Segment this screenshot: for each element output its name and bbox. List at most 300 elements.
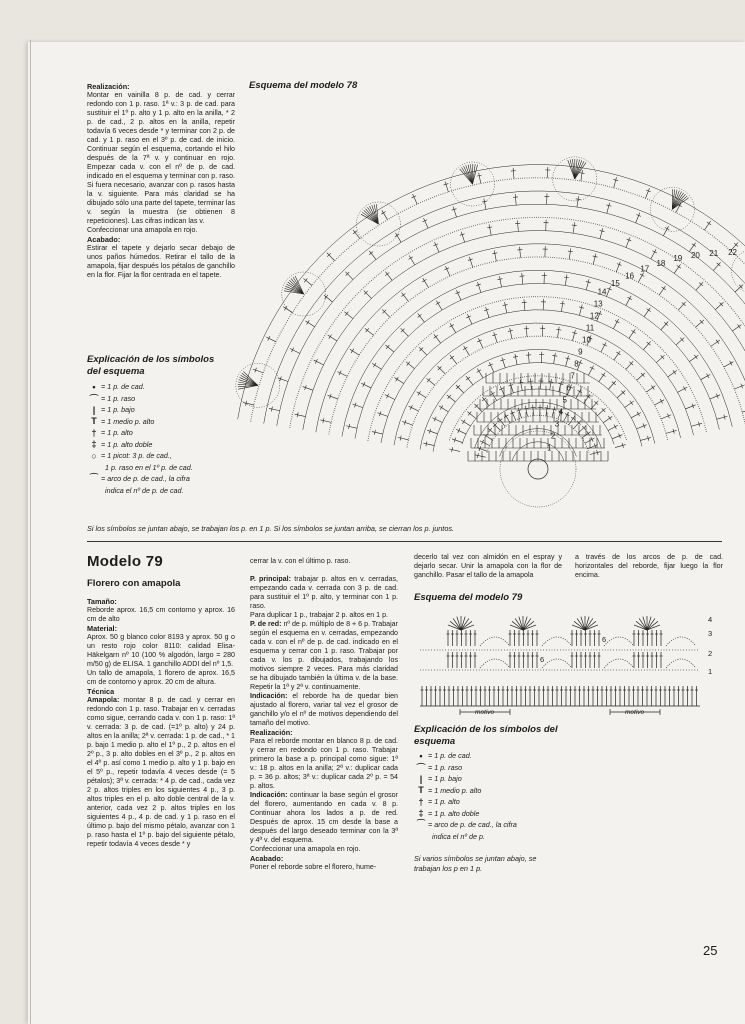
stitch-mark xyxy=(608,425,618,430)
row-number: 18 xyxy=(656,258,666,268)
stitch-mark xyxy=(409,255,415,264)
legend-text: = arco de p. de cad., la cifra xyxy=(428,820,517,830)
stitch-mark xyxy=(475,455,486,457)
legend-symbol: ⁀ xyxy=(417,819,425,830)
stitch-bar xyxy=(545,408,550,409)
stitch-mark xyxy=(696,320,704,327)
legend1 xyxy=(87,354,247,496)
scallop xyxy=(356,202,400,246)
stitch-mark xyxy=(626,237,630,247)
stitch-mark xyxy=(456,429,466,434)
stitch-mark xyxy=(479,173,481,184)
stitch-mark xyxy=(526,326,527,337)
stitch-bar xyxy=(616,352,620,355)
stitch-mark xyxy=(510,328,512,339)
stitch-bar xyxy=(571,417,575,420)
stitch-mark xyxy=(253,369,263,373)
stitch-bar xyxy=(434,335,438,338)
stitch-mark xyxy=(290,349,300,354)
round-arc xyxy=(264,191,745,424)
stitch-bar xyxy=(353,231,357,234)
legend-item xyxy=(87,404,247,416)
chain-arc xyxy=(542,659,572,668)
round-arc xyxy=(487,415,589,452)
stitch-mark xyxy=(328,395,338,399)
acabado79-title: Acabado: xyxy=(250,854,284,863)
stitch-mark xyxy=(645,188,649,198)
stitch-bar xyxy=(449,325,453,328)
stitch-mark xyxy=(402,421,412,425)
legend-symbol: ‡ xyxy=(418,808,424,819)
legend-symbol: ⌒ xyxy=(416,762,426,773)
stitch-bar xyxy=(608,416,611,420)
stitch-bar xyxy=(462,420,465,424)
legend-item xyxy=(87,439,247,451)
stitch-bar xyxy=(510,412,515,414)
row-number: 1 xyxy=(708,667,713,676)
acabado79-text: Poner el reborde sobre el florero, hume- xyxy=(250,863,377,871)
stitch-mark xyxy=(530,378,531,389)
legend-item xyxy=(87,473,247,485)
row-number: 4 xyxy=(558,407,564,417)
row-number: 6 xyxy=(566,383,571,393)
amapola-text xyxy=(87,696,235,849)
stitch-bar xyxy=(468,412,471,416)
stitch-mark xyxy=(678,387,688,392)
note1: Si los símbolos se juntan abajo, se trabajan los p. en 1 p. Si los símbolos se juntan arriba, se cierran los p. juntos. xyxy=(87,524,455,533)
legend-item xyxy=(414,762,584,774)
legend-item xyxy=(414,819,584,831)
stitch-mark xyxy=(579,305,582,316)
stitch-mark xyxy=(588,366,593,376)
stitch-bar xyxy=(565,414,569,416)
stitch-mark xyxy=(626,361,633,369)
legend-item xyxy=(414,773,584,785)
realizacion79-title: Realización: xyxy=(250,728,293,737)
legend-symbol: • xyxy=(419,750,423,761)
legend2-title-2: esquema xyxy=(414,736,456,747)
stitch-mark xyxy=(382,210,388,219)
legend-symbol: ‡ xyxy=(91,439,97,450)
realizacion-title: Realización: xyxy=(87,82,130,91)
stitch-mark xyxy=(303,387,313,391)
stitch-mark xyxy=(364,291,372,299)
legend-text: = 1 p. raso xyxy=(428,762,463,772)
stitch-mark xyxy=(573,330,576,341)
stitch-bar xyxy=(366,328,369,332)
stitch-bar xyxy=(640,274,644,276)
round-arc xyxy=(381,310,694,443)
stitch-bar xyxy=(440,405,443,409)
stitch-mark xyxy=(352,404,362,408)
indicacion-para xyxy=(250,692,398,728)
stitch-bar xyxy=(660,399,662,403)
legend-text: = 1 p. de cad. xyxy=(428,751,472,761)
stitch-mark xyxy=(452,439,462,443)
stitch-mark xyxy=(385,395,395,400)
stitch-mark xyxy=(494,332,497,342)
stitch-bar xyxy=(436,302,440,305)
row-number: 20 xyxy=(690,250,700,260)
chain-arc xyxy=(542,637,572,646)
legend-item xyxy=(414,808,584,820)
stitch-bar xyxy=(396,377,399,381)
stitch-bar xyxy=(450,356,454,359)
indicacion-text: el reborde ha de quedar bien ajustado al florero, variar tal vez el grosor de ganchillo y/o el nº de motivos dependiendo del tamaño del motivo. xyxy=(250,692,398,727)
stitch-mark xyxy=(654,400,664,405)
stitch-mark xyxy=(576,389,581,399)
legend-item xyxy=(414,750,584,762)
stitch-mark xyxy=(617,391,625,398)
stitch-bar xyxy=(694,355,697,359)
stitch-mark xyxy=(266,337,276,342)
stitch-mark xyxy=(445,181,448,191)
legend-symbol: † xyxy=(418,796,424,807)
stitch-mark xyxy=(502,357,505,367)
legend-text: = 1 p. de cad. xyxy=(101,382,145,392)
stitch-mark xyxy=(554,353,556,364)
center-ring-outer xyxy=(500,431,576,507)
stitch-mark xyxy=(513,168,514,179)
stitch-bar xyxy=(401,293,405,296)
stitch-mark xyxy=(398,437,409,439)
stitch-bar xyxy=(637,412,639,416)
stitch-mark xyxy=(552,407,555,418)
stitch-mark xyxy=(419,347,427,355)
stitch-bar xyxy=(363,382,365,386)
stitch-mark xyxy=(661,322,668,330)
stitch-mark xyxy=(372,432,383,434)
stitch-mark xyxy=(597,408,605,415)
row-number: 17 xyxy=(640,264,650,274)
legend-item xyxy=(87,462,247,474)
legend-text: indica el nº de p. de cad. xyxy=(105,485,184,495)
row-number: 22 xyxy=(728,247,738,257)
legend-symbol: ○ xyxy=(91,450,97,461)
pprincipal-title: P. principal: xyxy=(250,575,291,583)
legend-symbol: • xyxy=(92,381,96,392)
legend1-title-2: del esquema xyxy=(87,366,145,377)
stitch-bar xyxy=(458,428,460,432)
stitch-mark xyxy=(581,170,583,181)
legend-text: = 1 medio p. alto xyxy=(428,785,482,795)
legend-text: = 1 p. raso xyxy=(101,393,136,403)
chain-arc xyxy=(666,637,696,646)
note1-wrap xyxy=(87,524,687,533)
stitch-bar xyxy=(683,386,685,390)
row-number: 9 xyxy=(578,347,583,357)
stitch-bar xyxy=(614,424,616,428)
stitch-bar xyxy=(572,225,577,226)
stitch-bar xyxy=(602,344,606,346)
pred-text: nº de p. múltiplo de 8 + 6 p. Trabajar según el esquema en v. cerradas, empezando cada v. con el nº de p. de cad. indicado en el esquema y cerrar con 1 p. raso. Trabajar por cada v. los p. dibujados, trabajando los motivos siempre 2 veces. Para más claridad se ha dibujado también la última v. de la base. Repetir la 1ª y 2ª v. continuamente. xyxy=(250,620,398,691)
stitch-mark xyxy=(314,360,324,365)
stitch-mark xyxy=(528,352,529,363)
stitch-mark xyxy=(612,435,622,439)
fan-stitch xyxy=(575,160,580,179)
stitch-mark xyxy=(615,445,626,448)
legend-symbol: | xyxy=(419,773,423,784)
acabado-title: Acabado: xyxy=(87,235,121,244)
stitch-mark xyxy=(566,356,569,367)
legend-symbol: | xyxy=(92,404,96,415)
stitch-mark xyxy=(565,275,567,286)
stitch-bar xyxy=(482,398,486,401)
stitch-mark xyxy=(586,279,589,290)
stitch-mark xyxy=(614,177,617,188)
motivo-label: motivo xyxy=(475,709,495,716)
legend-symbol: T xyxy=(91,416,97,427)
stitch-bar xyxy=(560,303,565,304)
stitch-bar xyxy=(329,335,332,339)
row-number: 8 xyxy=(574,359,579,369)
chain-arc xyxy=(604,659,634,668)
stitch-mark xyxy=(520,247,521,258)
indicacion2-title: Indicación: xyxy=(250,791,288,799)
stitch-mark xyxy=(573,222,575,233)
stitch-mark xyxy=(515,354,517,365)
stitch-mark xyxy=(494,250,496,261)
modelo79-col4 xyxy=(575,553,723,580)
realizacion-text: Montar en vainilla 8 p. de cad. y cerrar redondo con 1 p. raso. 1ª v.: 3 p. de cad. para sustituir el 1º p. alto y 1 p. alto en la anilla, * 2 p. de cad., 2 p. altos en la anilla, repetir todavía 6 veces desde * y terminar con 2 p. de cad. y 1 p. raso en el 3º p. de cad. de inicio. Continuar según el esquema, cortando el hilo después de la 7ª v. y continuar en rojo. Empezar cada v. con el nº de p. de cad. indicado en el esquema y terminar con p. raso. Si fuera necesario, avanzar con p. rasos hasta la v. siguiente. Para más claridad se ha dibujado sólo una parte del tapete, terminar las v. según la muestra (se obtienen 8 repeticiones). Las cifras indican las v. xyxy=(87,91,235,225)
legend2-note: Si varios símbolos se juntan abajo, se trabajan los p en 1 p. xyxy=(414,854,537,873)
stitch-bar xyxy=(576,199,581,200)
stitch-mark xyxy=(517,220,518,231)
stitch-mark xyxy=(445,266,450,276)
legend-text: = 1 p. bajo xyxy=(101,405,135,415)
col4-text: a través de los arcos de p. de cad. horizontales del reborde, fijar luego la flor encima. xyxy=(575,553,723,579)
legend-item xyxy=(414,785,584,797)
stitch-mark xyxy=(631,413,641,418)
row-number: 16 xyxy=(625,271,635,281)
amapola-body: montar 8 p. de cad. y cerrar en redondo con 1 p. raso. Trabajar en v. cerradas como sigue, cerrando cada v. con 1 p. raso: 1ª v. cerrada: 3 p. de cad. (=1º p. alto) y 24 p. altos en la anilla; 2ª v. cerrada: 1 p. de cad., * 1 p. bajo 1 medio p. alto el 1º p., 2 p. altos en el 2º p., 3 p. alto dobles en el 3º p., 2 p. altos en el 4º p. así como 1 medio p. alto y 1 p. bajo en el 5º p., repetir todavía 4 veces desde (= 5 pétalos); 3ª v. cerrada: * 4 p. de cad., cada vez 2 p. altos triples en los siguientes 4 p., 3 p. altos triples en el p. alto doble central de la v. anterior, cada vez 2 p. altos triples en los siguientes 4 p., 4 p. de cad. y 1 p. raso en el último p. bajo del mismo pétalo, avanzar con 1 p. raso hasta el 1º p. bajo del siguiente pétalo, repetir todavía 4 veces desde * y xyxy=(87,696,236,848)
stitch-bar xyxy=(677,265,681,268)
row-number: 12 xyxy=(589,311,599,321)
stitch-mark xyxy=(450,323,456,332)
page-fold xyxy=(30,40,31,1024)
stitch-bar xyxy=(386,394,388,398)
stitch-bar xyxy=(556,329,561,330)
stitch-mark xyxy=(558,327,560,338)
amapola-title: Amapola: xyxy=(87,696,120,704)
stitch-mark xyxy=(377,413,387,417)
stitch-mark xyxy=(637,425,647,429)
stitch-bar xyxy=(630,401,633,405)
stitch-bar xyxy=(448,395,451,399)
stitch-bar xyxy=(407,362,410,366)
modelo79-col1 xyxy=(87,553,235,849)
row-number: 14 xyxy=(597,287,607,297)
indicacion-title: Indicación: xyxy=(250,692,288,700)
stitch-bar xyxy=(381,212,385,215)
stitch-mark xyxy=(713,262,720,270)
stitch-bar xyxy=(477,370,481,373)
pprincipal-text: trabajar p. altos en v. cerradas, empezando cada v. cerrada con 3 p. de cad. para sustituir el 1º p. alto, y terminar con 1 p. raso. xyxy=(250,575,398,610)
stitch-bar xyxy=(455,292,460,294)
stitch-mark xyxy=(640,437,651,440)
stitch-bar xyxy=(325,295,328,299)
stitch-bar xyxy=(652,251,656,253)
stitch-bar xyxy=(488,364,493,366)
round-arc xyxy=(420,349,655,449)
round-arc xyxy=(238,165,745,420)
round-arc xyxy=(368,297,707,441)
stitch-mark xyxy=(489,362,494,372)
stitch-mark xyxy=(413,194,418,204)
stitch-mark xyxy=(432,418,442,423)
stitch-mark xyxy=(346,426,357,428)
round-arc xyxy=(407,336,668,447)
stitch-bar xyxy=(716,340,719,344)
stitch-mark xyxy=(401,328,409,336)
stitch-bar xyxy=(466,316,471,318)
stitch-mark xyxy=(710,395,720,399)
stitch-bar xyxy=(315,359,317,363)
stitch-mark xyxy=(636,213,640,223)
stitch-mark xyxy=(524,299,525,310)
stitch-mark xyxy=(550,379,552,390)
stitch-bar xyxy=(489,428,492,432)
stitch-mark xyxy=(505,302,507,313)
schema79-diagram xyxy=(410,606,730,716)
realizacion-block xyxy=(87,82,235,280)
stitch-mark xyxy=(409,406,419,411)
stitch-mark xyxy=(469,257,472,267)
stitch-bar xyxy=(627,297,631,299)
stitch-mark xyxy=(478,338,483,348)
stitch-bar xyxy=(590,367,594,369)
stitch-bar xyxy=(498,419,502,422)
stitch-mark xyxy=(493,423,501,431)
stitch-bar xyxy=(268,336,270,340)
chain-arc xyxy=(480,659,510,668)
pred-para xyxy=(250,620,398,692)
modelo79-subtitle: Florero con amapola xyxy=(87,578,181,589)
stitch-mark xyxy=(678,302,685,310)
row-number: 5 xyxy=(562,395,568,405)
chain-arc xyxy=(666,659,696,668)
page-number: 25 xyxy=(703,943,718,958)
stitch-bar xyxy=(591,437,593,441)
realizacion79-text: Para el reborde montar en blanco 8 p. de cad. y cerrar en redondo con 1 p. raso. Trabajar primero la base a p. principal como sigue: 1ª v.: 18 p. altos en la anilla; 2ª v.: duplicar cada p. = 36 p. altos; 3ª v.: duplicar cada 2º p. = 54 p. altos. xyxy=(250,737,398,790)
stitch-mark xyxy=(522,273,523,284)
stitch-mark xyxy=(477,368,483,377)
stitch-bar xyxy=(477,340,482,342)
stitch-mark xyxy=(510,382,513,392)
stitch-bar xyxy=(385,273,389,276)
row-number: 13 xyxy=(593,299,603,309)
col3-text: decerlo tal vez con almidón en el espray y dejarlo secar. Unir la amapola con la flor de ganchillo. Pasar el tallo de la amapola xyxy=(414,553,562,579)
stitch-mark xyxy=(613,319,618,329)
stitch-bar xyxy=(463,347,467,350)
stitch-mark xyxy=(453,207,456,217)
row-number: 10 xyxy=(582,335,591,345)
stitch-mark xyxy=(382,309,390,317)
schema78-title-wrap xyxy=(249,80,357,91)
stitch-mark xyxy=(626,296,631,306)
legend-text: = 1 picot: 3 p. de cad., xyxy=(101,451,172,461)
stitch-mark xyxy=(577,196,579,207)
modelo79-col3 xyxy=(414,553,562,580)
stitch-bar xyxy=(673,370,676,374)
stitch-mark xyxy=(434,242,439,252)
legend-text: 1 p. raso en el 1º p. de cad. xyxy=(105,462,193,472)
tamano-text: Reborde aprox. 16,5 cm contorno y aprox. 16 cm de alto xyxy=(87,606,235,623)
row-number: 1 xyxy=(546,443,552,453)
legend-item xyxy=(87,381,247,393)
legend-text: indica el nº de p. xyxy=(432,831,485,841)
legend-text: = 1 p. alto doble xyxy=(101,439,153,449)
legend-item xyxy=(87,416,247,428)
legend-text: = arco de p. de cad., la cifra xyxy=(101,474,190,484)
stitch-bar xyxy=(707,374,709,378)
stitch-mark xyxy=(295,414,306,416)
stitch-bar xyxy=(409,257,413,260)
stitch-mark xyxy=(477,282,480,292)
stitch-mark xyxy=(361,383,371,388)
legend-text: = 1 p. alto xyxy=(101,428,133,438)
stitch-bar xyxy=(444,268,449,270)
schema78-title: Esquema del modelo 78 xyxy=(249,80,358,91)
stitch-mark xyxy=(456,290,461,300)
stitch-bar xyxy=(580,173,585,174)
stitch-bar xyxy=(647,309,651,312)
stitch-bar xyxy=(369,252,373,255)
schema79-title-wrap xyxy=(414,592,522,603)
legend-symbol: ⌒ xyxy=(89,393,99,404)
chain-arc xyxy=(480,637,510,646)
stitch-bar xyxy=(665,228,669,230)
acabado-text: Estirar el tapete y dejarlo secar debajo de unos paños húmedos. Retirar el tallo de la amapola, fijar después los pétalos de ganchillo en la flor. Fijar la flor centrada en el tapete. xyxy=(87,244,235,279)
legend1-title-1: Explicación de los símbolos xyxy=(87,354,215,365)
fan-stitch xyxy=(570,159,575,178)
stitch-bar xyxy=(662,287,666,290)
legend-text: = 1 p. alto doble xyxy=(428,808,480,818)
stitch-bar xyxy=(292,348,294,352)
stitch-bar xyxy=(339,371,341,375)
stitch-mark xyxy=(593,254,596,265)
stitch-bar xyxy=(466,377,470,380)
row-number: 4 xyxy=(708,615,713,624)
stitch-mark xyxy=(515,194,516,205)
stitch-bar xyxy=(373,363,376,367)
stitch-bar xyxy=(434,417,436,421)
confeccionar-text: Confeccionar una amapola en rojo. xyxy=(87,226,198,234)
stitch-mark xyxy=(661,415,671,419)
stitch-bar xyxy=(564,277,569,278)
stitch-mark xyxy=(701,374,711,379)
stitch-bar xyxy=(601,374,605,377)
stitch-mark xyxy=(656,355,664,362)
stitch-mark xyxy=(601,342,606,352)
stitch-mark xyxy=(427,430,437,434)
section-divider xyxy=(87,541,722,542)
stitch-bar xyxy=(481,440,483,444)
stitch-bar xyxy=(651,385,654,389)
stitch-mark xyxy=(486,307,489,317)
stitch-mark xyxy=(561,301,563,312)
stitch-mark xyxy=(685,405,695,409)
modelo79-title: Modelo 79 xyxy=(87,553,164,570)
stitch-mark xyxy=(691,423,702,426)
row-number: 21 xyxy=(709,248,719,258)
stitch-mark xyxy=(637,373,645,380)
stitch-bar xyxy=(707,222,711,225)
stitch-mark xyxy=(663,226,668,236)
stitch-bar xyxy=(631,330,635,333)
stitch-bar xyxy=(423,220,428,222)
legend-item xyxy=(87,427,247,439)
